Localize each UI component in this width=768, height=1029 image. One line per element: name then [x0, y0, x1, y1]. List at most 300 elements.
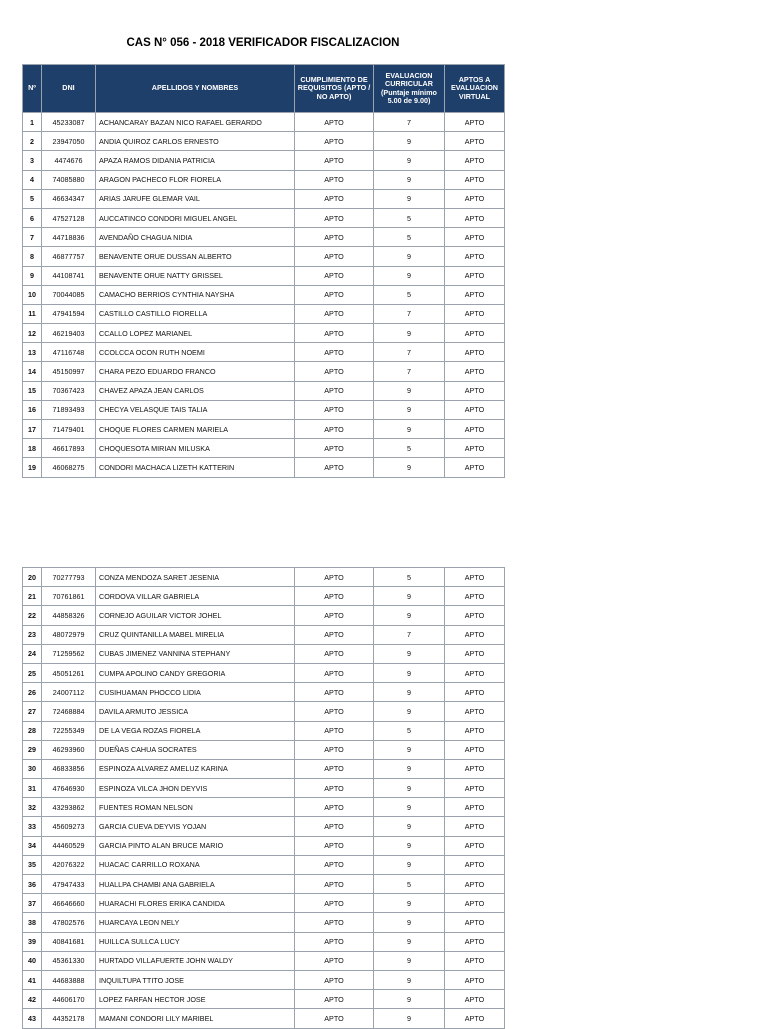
evaluation-cell: 9 — [374, 324, 445, 343]
row-number: 23 — [23, 625, 42, 644]
evaluation-cell: 5 — [374, 875, 445, 894]
table-row — [23, 817, 505, 836]
name-cell: CASTILLO CASTILLO FIORELLA — [96, 304, 295, 323]
table-row — [23, 798, 505, 817]
table-row — [23, 132, 505, 151]
dni-cell: 45150997 — [42, 362, 96, 381]
requirements-cell: APTO — [295, 817, 374, 836]
requirements-cell: APTO — [295, 189, 374, 208]
name-cell: BENAVENTE ORUE NATTY GRISSEL — [96, 266, 295, 285]
row-number: 33 — [23, 817, 42, 836]
virtual-cell: APTO — [445, 683, 505, 702]
requirements-cell: APTO — [295, 625, 374, 644]
dni-cell: 45361330 — [42, 951, 96, 970]
evaluation-cell: 9 — [374, 798, 445, 817]
name-cell: HUALLPA CHAMBI ANA GABRIELA — [96, 875, 295, 894]
row-number: 7 — [23, 228, 42, 247]
row-number: 43 — [23, 1009, 42, 1028]
evaluation-cell: 5 — [374, 568, 445, 587]
row-number: 5 — [23, 189, 42, 208]
virtual-cell: APTO — [445, 266, 505, 285]
dni-cell: 70277793 — [42, 568, 96, 587]
name-cell: CUSIHUAMAN PHOCCO LIDIA — [96, 683, 295, 702]
name-cell: ARIAS JARUFE GLEMAR VAIL — [96, 189, 295, 208]
row-number: 24 — [23, 644, 42, 663]
requirements-cell: APTO — [295, 606, 374, 625]
name-cell: HURTADO VILLAFUERTE JOHN WALDY — [96, 951, 295, 970]
table-row — [23, 1009, 505, 1028]
table-row — [23, 208, 505, 227]
row-number: 22 — [23, 606, 42, 625]
row-number: 36 — [23, 875, 42, 894]
dni-cell: 42076322 — [42, 855, 96, 874]
header-dni: DNI — [42, 65, 96, 113]
requirements-cell: APTO — [295, 798, 374, 817]
table-row — [23, 400, 505, 419]
dni-cell: 47941594 — [42, 304, 96, 323]
evaluation-cell: 9 — [374, 247, 445, 266]
virtual-cell: APTO — [445, 132, 505, 151]
table-header-row — [23, 65, 505, 113]
dni-cell: 46646660 — [42, 894, 96, 913]
requirements-cell: APTO — [295, 740, 374, 759]
dni-cell: 47116748 — [42, 343, 96, 362]
name-cell: FUENTES ROMAN NELSON — [96, 798, 295, 817]
evaluation-cell: 5 — [374, 439, 445, 458]
requirements-cell: APTO — [295, 400, 374, 419]
name-cell: ESPINOZA ALVAREZ AMELUZ KARINA — [96, 759, 295, 778]
table-row — [23, 875, 505, 894]
row-number: 17 — [23, 420, 42, 439]
row-number: 1 — [23, 113, 42, 132]
virtual-cell: APTO — [445, 343, 505, 362]
dni-cell: 44858326 — [42, 606, 96, 625]
evaluation-cell: 9 — [374, 970, 445, 989]
table-row — [23, 170, 505, 189]
row-number: 2 — [23, 132, 42, 151]
name-cell: ACHANCARAY BAZAN NICO RAFAEL GERARDO — [96, 113, 295, 132]
dni-cell: 24007112 — [42, 683, 96, 702]
evaluation-cell: 9 — [374, 663, 445, 682]
row-number: 8 — [23, 247, 42, 266]
requirements-cell: APTO — [295, 113, 374, 132]
name-cell: GARCIA CUEVA DEYVIS YOJAN — [96, 817, 295, 836]
row-number: 16 — [23, 400, 42, 419]
table-row — [23, 266, 505, 285]
header-virtual: APTOS A EVALUACION VIRTUAL — [445, 65, 505, 113]
name-cell: CHOQUESOTA MIRIAN MILUSKA — [96, 439, 295, 458]
name-cell: DUEÑAS CAHUA SOCRATES — [96, 740, 295, 759]
row-number: 40 — [23, 951, 42, 970]
row-number: 29 — [23, 740, 42, 759]
requirements-cell: APTO — [295, 343, 374, 362]
requirements-cell: APTO — [295, 644, 374, 663]
evaluation-cell: 9 — [374, 990, 445, 1009]
table-row — [23, 568, 505, 587]
virtual-cell: APTO — [445, 228, 505, 247]
table-row — [23, 625, 505, 644]
name-cell: BENAVENTE ORUE DUSSAN ALBERTO — [96, 247, 295, 266]
dni-cell: 70044085 — [42, 285, 96, 304]
evaluation-cell: 9 — [374, 740, 445, 759]
table-row — [23, 606, 505, 625]
requirements-cell: APTO — [295, 970, 374, 989]
name-cell: CUMPA APOLINO CANDY GREGORIA — [96, 663, 295, 682]
evaluation-cell: 9 — [374, 1009, 445, 1028]
requirements-cell: APTO — [295, 779, 374, 798]
virtual-cell: APTO — [445, 189, 505, 208]
name-cell: DAVILA ARMUTO JESSICA — [96, 702, 295, 721]
evaluation-cell: 9 — [374, 132, 445, 151]
virtual-cell: APTO — [445, 855, 505, 874]
evaluation-cell: 9 — [374, 587, 445, 606]
requirements-cell: APTO — [295, 324, 374, 343]
name-cell: AUCCATINCO CONDORI MIGUEL ANGEL — [96, 208, 295, 227]
evaluation-cell: 7 — [374, 304, 445, 323]
virtual-cell: APTO — [445, 400, 505, 419]
name-cell: GARCIA PINTO ALAN BRUCE MARIO — [96, 836, 295, 855]
name-cell: ESPINOZA VILCA JHON DEYVIS — [96, 779, 295, 798]
requirements-cell: APTO — [295, 990, 374, 1009]
row-number: 39 — [23, 932, 42, 951]
requirements-cell: APTO — [295, 913, 374, 932]
row-number: 14 — [23, 362, 42, 381]
name-cell: APAZA RAMOS DIDANIA PATRICIA — [96, 151, 295, 170]
virtual-cell: APTO — [445, 304, 505, 323]
table-row — [23, 285, 505, 304]
dni-cell: 44352178 — [42, 1009, 96, 1028]
virtual-cell: APTO — [445, 894, 505, 913]
name-cell: INQUILTUPA TTITO JOSE — [96, 970, 295, 989]
virtual-cell: APTO — [445, 702, 505, 721]
virtual-cell: APTO — [445, 324, 505, 343]
dni-cell: 46617893 — [42, 439, 96, 458]
dni-cell: 46219403 — [42, 324, 96, 343]
dni-cell: 45233087 — [42, 113, 96, 132]
evaluation-cell: 9 — [374, 932, 445, 951]
requirements-cell: APTO — [295, 381, 374, 400]
evaluation-cell: 9 — [374, 458, 445, 477]
evaluation-cell: 9 — [374, 836, 445, 855]
table-row — [23, 913, 505, 932]
evaluation-cell: 9 — [374, 913, 445, 932]
name-cell: CORNEJO AGUILAR VICTOR JOHEL — [96, 606, 295, 625]
row-number: 27 — [23, 702, 42, 721]
evaluation-cell: 5 — [374, 285, 445, 304]
table-row — [23, 343, 505, 362]
evaluation-cell: 7 — [374, 113, 445, 132]
requirements-cell: APTO — [295, 170, 374, 189]
table-row — [23, 894, 505, 913]
row-number: 6 — [23, 208, 42, 227]
table-row — [23, 247, 505, 266]
virtual-cell: APTO — [445, 420, 505, 439]
header-name: APELLIDOS Y NOMBRES — [96, 65, 295, 113]
dni-cell: 40841681 — [42, 932, 96, 951]
table-row — [23, 759, 505, 778]
virtual-cell: APTO — [445, 170, 505, 189]
row-number: 38 — [23, 913, 42, 932]
virtual-cell: APTO — [445, 779, 505, 798]
requirements-cell: APTO — [295, 151, 374, 170]
dni-cell: 46634347 — [42, 189, 96, 208]
virtual-cell: APTO — [445, 113, 505, 132]
virtual-cell: APTO — [445, 606, 505, 625]
dni-cell: 44683888 — [42, 970, 96, 989]
row-number: 32 — [23, 798, 42, 817]
evaluation-cell: 5 — [374, 228, 445, 247]
dni-cell: 71893493 — [42, 400, 96, 419]
header-num: Nº — [23, 65, 42, 113]
evaluation-cell: 9 — [374, 779, 445, 798]
row-number: 10 — [23, 285, 42, 304]
results-table-1 — [22, 64, 505, 478]
virtual-cell: APTO — [445, 817, 505, 836]
row-number: 30 — [23, 759, 42, 778]
row-number: 9 — [23, 266, 42, 285]
dni-cell: 48072979 — [42, 625, 96, 644]
table-row — [23, 189, 505, 208]
requirements-cell: APTO — [295, 663, 374, 682]
requirements-cell: APTO — [295, 759, 374, 778]
dni-cell: 70367423 — [42, 381, 96, 400]
name-cell: AVENDAÑO CHAGUA NIDIA — [96, 228, 295, 247]
virtual-cell: APTO — [445, 458, 505, 477]
virtual-cell: APTO — [445, 625, 505, 644]
name-cell: CCOLCCA OCON RUTH NOEMI — [96, 343, 295, 362]
requirements-cell: APTO — [295, 894, 374, 913]
name-cell: DE LA VEGA ROZAS FIORELA — [96, 721, 295, 740]
virtual-cell: APTO — [445, 913, 505, 932]
virtual-cell: APTO — [445, 208, 505, 227]
requirements-cell: APTO — [295, 951, 374, 970]
header-requirements: CUMPLIMIENTO DE REQUISITOS (APTO / NO APTO) — [295, 65, 374, 113]
row-number: 31 — [23, 779, 42, 798]
table-row — [23, 151, 505, 170]
evaluation-cell: 9 — [374, 855, 445, 874]
dni-cell: 43293862 — [42, 798, 96, 817]
table-row — [23, 324, 505, 343]
requirements-cell: APTO — [295, 458, 374, 477]
table-row — [23, 779, 505, 798]
name-cell: CONZA MENDOZA SARET JESENIA — [96, 568, 295, 587]
evaluation-cell: 7 — [374, 343, 445, 362]
virtual-cell: APTO — [445, 875, 505, 894]
virtual-cell: APTO — [445, 285, 505, 304]
requirements-cell: APTO — [295, 932, 374, 951]
dni-cell: 71479401 — [42, 420, 96, 439]
dni-cell: 45051261 — [42, 663, 96, 682]
evaluation-cell: 9 — [374, 400, 445, 419]
table-row — [23, 721, 505, 740]
dni-cell: 47527128 — [42, 208, 96, 227]
requirements-cell: APTO — [295, 855, 374, 874]
dni-cell: 70761861 — [42, 587, 96, 606]
virtual-cell: APTO — [445, 663, 505, 682]
row-number: 15 — [23, 381, 42, 400]
requirements-cell: APTO — [295, 875, 374, 894]
virtual-cell: APTO — [445, 381, 505, 400]
name-cell: HUARACHI FLORES ERIKA CANDIDA — [96, 894, 295, 913]
virtual-cell: APTO — [445, 247, 505, 266]
row-number: 18 — [23, 439, 42, 458]
row-number: 20 — [23, 568, 42, 587]
table-row — [23, 970, 505, 989]
evaluation-cell: 9 — [374, 951, 445, 970]
row-number: 19 — [23, 458, 42, 477]
row-number: 12 — [23, 324, 42, 343]
table-row — [23, 439, 505, 458]
evaluation-cell: 9 — [374, 817, 445, 836]
dni-cell: 23947050 — [42, 132, 96, 151]
requirements-cell: APTO — [295, 247, 374, 266]
table-row — [23, 228, 505, 247]
table-row — [23, 683, 505, 702]
evaluation-cell: 9 — [374, 170, 445, 189]
requirements-cell: APTO — [295, 721, 374, 740]
evaluation-cell: 5 — [374, 208, 445, 227]
virtual-cell: APTO — [445, 990, 505, 1009]
evaluation-cell: 9 — [374, 420, 445, 439]
requirements-cell: APTO — [295, 285, 374, 304]
name-cell: CHARA PEZO EDUARDO FRANCO — [96, 362, 295, 381]
virtual-cell: APTO — [445, 759, 505, 778]
evaluation-cell: 9 — [374, 702, 445, 721]
name-cell: HUILLCA SULLCA LUCY — [96, 932, 295, 951]
name-cell: CONDORI MACHACA LIZETH KATTERIN — [96, 458, 295, 477]
row-number: 4 — [23, 170, 42, 189]
requirements-cell: APTO — [295, 132, 374, 151]
evaluation-cell: 9 — [374, 381, 445, 400]
name-cell: CORDOVA VILLAR GABRIELA — [96, 587, 295, 606]
row-number: 41 — [23, 970, 42, 989]
name-cell: CHOQUE FLORES CARMEN MARIELA — [96, 420, 295, 439]
table-row — [23, 932, 505, 951]
row-number: 34 — [23, 836, 42, 855]
requirements-cell: APTO — [295, 702, 374, 721]
virtual-cell: APTO — [445, 151, 505, 170]
evaluation-cell: 9 — [374, 759, 445, 778]
row-number: 13 — [23, 343, 42, 362]
requirements-cell: APTO — [295, 208, 374, 227]
dni-cell: 46833856 — [42, 759, 96, 778]
virtual-cell: APTO — [445, 568, 505, 587]
row-number: 25 — [23, 663, 42, 682]
header-evaluation: EVALUACION CURRICULAR (Puntaje mínimo 5.00 de 9.00) — [374, 65, 445, 113]
dni-cell: 44718836 — [42, 228, 96, 247]
virtual-cell: APTO — [445, 362, 505, 381]
virtual-cell: APTO — [445, 798, 505, 817]
table-row — [23, 458, 505, 477]
name-cell: CRUZ QUINTANILLA MABEL MIRELIA — [96, 625, 295, 644]
name-cell: MAMANI CONDORI LILY MARIBEL — [96, 1009, 295, 1028]
dni-cell: 45609273 — [42, 817, 96, 836]
name-cell: HUACAC CARRILLO ROXANA — [96, 855, 295, 874]
dni-cell: 71259562 — [42, 644, 96, 663]
requirements-cell: APTO — [295, 439, 374, 458]
row-number: 26 — [23, 683, 42, 702]
virtual-cell: APTO — [445, 970, 505, 989]
table-row — [23, 702, 505, 721]
evaluation-cell: 9 — [374, 644, 445, 663]
page-title: CAS N° 056 - 2018 VERIFICADOR FISCALIZACION — [126, 37, 400, 49]
row-number: 42 — [23, 990, 42, 1009]
requirements-cell: APTO — [295, 1009, 374, 1028]
dni-cell: 47947433 — [42, 875, 96, 894]
evaluation-cell: 5 — [374, 721, 445, 740]
row-number: 11 — [23, 304, 42, 323]
table-row — [23, 951, 505, 970]
dni-cell: 4474676 — [42, 151, 96, 170]
table-row — [23, 362, 505, 381]
dni-cell: 72468884 — [42, 702, 96, 721]
name-cell: CCALLO LOPEZ MARIANEL — [96, 324, 295, 343]
name-cell: CAMACHO BERRIOS CYNTHIA NAYSHA — [96, 285, 295, 304]
table-row — [23, 663, 505, 682]
requirements-cell: APTO — [295, 683, 374, 702]
dni-cell: 44606170 — [42, 990, 96, 1009]
dni-cell: 47646930 — [42, 779, 96, 798]
dni-cell: 46293960 — [42, 740, 96, 759]
virtual-cell: APTO — [445, 740, 505, 759]
row-number: 35 — [23, 855, 42, 874]
requirements-cell: APTO — [295, 304, 374, 323]
virtual-cell: APTO — [445, 1009, 505, 1028]
name-cell: CHECYA VELASQUE TAIS TALIA — [96, 400, 295, 419]
virtual-cell: APTO — [445, 721, 505, 740]
name-cell: CUBAS JIMENEZ VANNINA STEPHANY — [96, 644, 295, 663]
dni-cell: 44460529 — [42, 836, 96, 855]
name-cell: ANDIA QUIROZ CARLOS ERNESTO — [96, 132, 295, 151]
name-cell: HUARCAYA LEON NELY — [96, 913, 295, 932]
dni-cell: 44108741 — [42, 266, 96, 285]
evaluation-cell: 9 — [374, 894, 445, 913]
requirements-cell: APTO — [295, 228, 374, 247]
table-row — [23, 587, 505, 606]
dni-cell: 47802576 — [42, 913, 96, 932]
evaluation-cell: 7 — [374, 625, 445, 644]
evaluation-cell: 9 — [374, 606, 445, 625]
evaluation-cell: 9 — [374, 266, 445, 285]
table-row — [23, 381, 505, 400]
name-cell: LOPEZ FARFAN HECTOR JOSE — [96, 990, 295, 1009]
virtual-cell: APTO — [445, 951, 505, 970]
table-row — [23, 836, 505, 855]
evaluation-cell: 9 — [374, 151, 445, 170]
table-row — [23, 644, 505, 663]
requirements-cell: APTO — [295, 362, 374, 381]
evaluation-cell: 9 — [374, 189, 445, 208]
table-row — [23, 304, 505, 323]
dni-cell: 72255349 — [42, 721, 96, 740]
row-number: 3 — [23, 151, 42, 170]
table-row — [23, 740, 505, 759]
table-row — [23, 855, 505, 874]
requirements-cell: APTO — [295, 420, 374, 439]
requirements-cell: APTO — [295, 836, 374, 855]
table-row — [23, 420, 505, 439]
table-row — [23, 990, 505, 1009]
dni-cell: 46068275 — [42, 458, 96, 477]
virtual-cell: APTO — [445, 644, 505, 663]
virtual-cell: APTO — [445, 836, 505, 855]
virtual-cell: APTO — [445, 439, 505, 458]
requirements-cell: APTO — [295, 587, 374, 606]
evaluation-cell: 9 — [374, 683, 445, 702]
row-number: 21 — [23, 587, 42, 606]
evaluation-cell: 7 — [374, 362, 445, 381]
results-table-2 — [22, 567, 505, 1029]
